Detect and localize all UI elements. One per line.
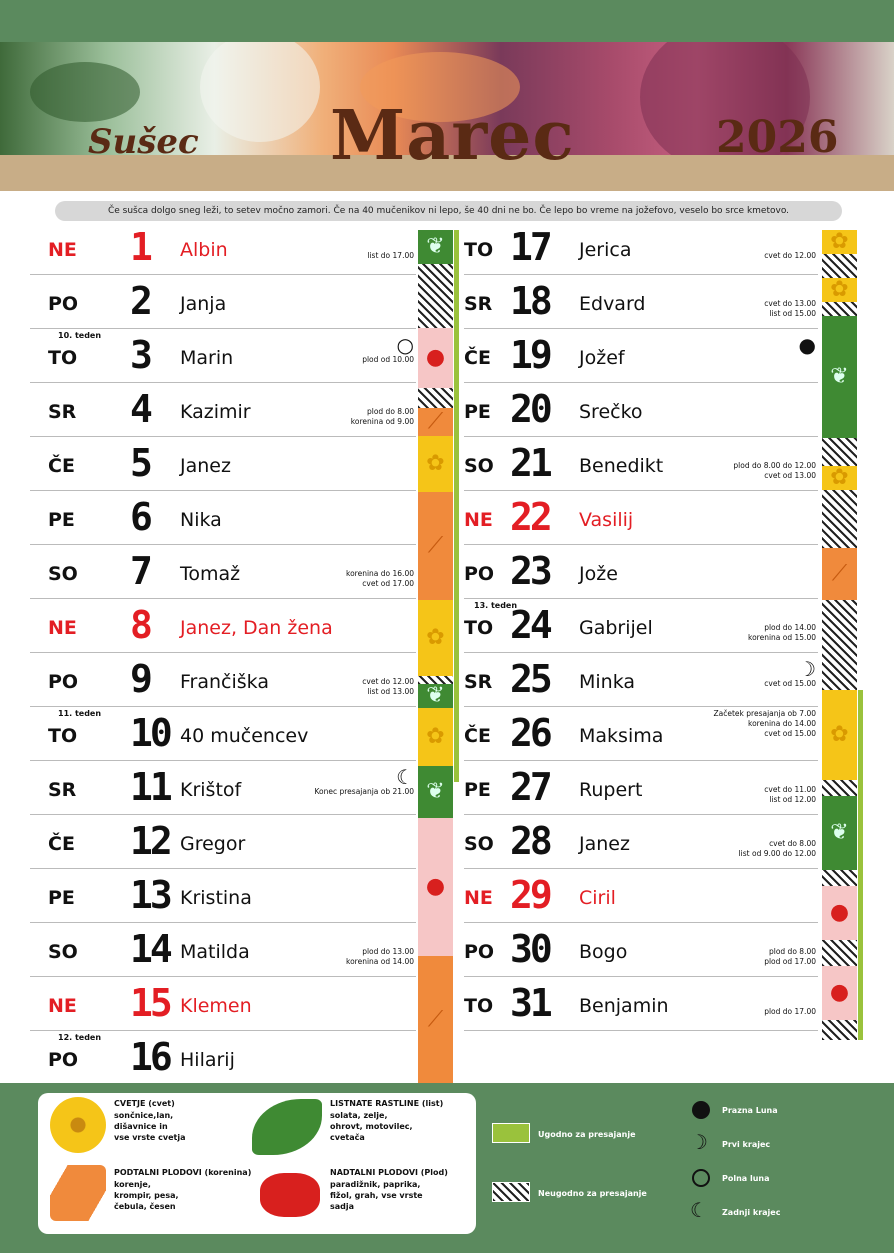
name-day: Minka (579, 671, 636, 693)
planting-time: list od 9.00 do 12.00 (738, 849, 816, 858)
planting-strip (418, 492, 453, 600)
day-row (464, 707, 818, 761)
planting-strip (418, 388, 453, 408)
day-row (30, 923, 416, 977)
week-number: 11. teden (58, 709, 102, 718)
weekday: PE (48, 887, 75, 909)
root-legend-desc-3: čebula, česen (114, 1202, 176, 1211)
pepper-icon: ● (425, 345, 446, 370)
leaf-icon: ❦ (830, 364, 849, 389)
day-row (464, 599, 818, 653)
bad-swatch (492, 1182, 530, 1202)
planting-strip (418, 408, 453, 436)
full-moon-icon: ○ (396, 333, 414, 357)
sunflower-icon: ✿ (426, 724, 445, 749)
weekday: PE (464, 779, 491, 801)
first-quarter-icon: ☽ (690, 1130, 708, 1154)
planting-time: cvet od 17.00 (362, 579, 414, 588)
weekday: NE (464, 509, 493, 531)
flower-legend-desc-3: vse vrste cvetja (114, 1133, 186, 1142)
pepper-icon: ● (829, 900, 850, 925)
planting-strip (418, 600, 453, 676)
day-number: 24 (510, 603, 550, 647)
day-number: 10 (130, 711, 170, 755)
day-row (30, 815, 416, 869)
day-number: 9 (130, 657, 150, 701)
good-transplant-bar (858, 690, 863, 1040)
day-row (30, 437, 416, 491)
planting-strip (822, 316, 857, 438)
day-number: 22 (510, 495, 550, 539)
name-day: Rupert (579, 779, 643, 801)
carrot-icon: ⟋ (427, 533, 444, 558)
name-day: Vasilij (579, 509, 634, 531)
day-row (30, 761, 416, 815)
planting-time: korenina do 14.00 (748, 719, 816, 728)
planting-time: plod do 8.00 (768, 947, 816, 956)
name-day: Gregor (180, 833, 246, 855)
planting-strip (822, 940, 857, 966)
day-row (464, 923, 818, 977)
day-number: 25 (510, 657, 550, 701)
leaf-legend-desc-3: cvetača (330, 1133, 365, 1142)
weekday: TO (464, 995, 494, 1017)
last-quarter-icon: ☾ (690, 1198, 708, 1222)
week-number: 12. teden (58, 1033, 102, 1042)
day-number: 14 (130, 927, 170, 971)
name-day: Benjamin (579, 995, 669, 1017)
weekday: ČE (464, 725, 491, 747)
day-number: 11 (130, 765, 170, 809)
pepper-legend-icon (260, 1173, 320, 1217)
day-number: 6 (130, 495, 150, 539)
planting-time: korenina od 9.00 (350, 417, 414, 426)
flower-legend-icon (50, 1097, 106, 1153)
leaf-icon: ❦ (830, 820, 849, 845)
name-day: Jože (579, 563, 618, 585)
name-day: Jožef (579, 347, 625, 369)
weekday: ČE (48, 833, 75, 855)
day-number: 13 (130, 873, 170, 917)
day-number: 12 (130, 819, 170, 863)
planting-time: list od 15.00 (769, 309, 816, 318)
day-row (30, 491, 416, 545)
day-number: 7 (130, 549, 150, 593)
planting-time: list od 12.00 (769, 795, 816, 804)
planting-strip (418, 230, 453, 264)
planting-strip (822, 254, 857, 278)
day-number: 31 (510, 981, 550, 1025)
planting-strip (418, 956, 453, 1084)
name-day: Bogo (579, 941, 628, 963)
planting-strip (822, 966, 857, 1020)
day-row (30, 707, 416, 761)
planting-time: plod od 10.00 (362, 355, 414, 364)
name-day: Srečko (579, 401, 643, 423)
day-number: 28 (510, 819, 550, 863)
planting-strip (822, 796, 857, 870)
name-day: Matilda (180, 941, 250, 963)
weekday: ČE (48, 455, 75, 477)
planting-time: cvet do 11.00 (764, 785, 816, 794)
planting-strip (822, 690, 857, 780)
name-day: Ciril (579, 887, 616, 909)
weekday: NE (48, 239, 77, 261)
name-day: Edvard (579, 293, 646, 315)
name-day: Albin (180, 239, 228, 261)
day-row (30, 329, 416, 383)
weekday: PO (464, 941, 495, 963)
planting-strip (418, 684, 453, 708)
week-number: 13. teden (474, 601, 518, 610)
planting-time: cvet do 12.00 (764, 251, 816, 260)
leaf-icon: ❦ (426, 683, 445, 708)
day-number: 26 (510, 711, 550, 755)
weekday: PO (464, 563, 495, 585)
name-day: Kristina (180, 887, 252, 909)
planting-strip (418, 818, 453, 956)
name-day: Krištof (180, 779, 242, 801)
sunflower-icon: ✿ (426, 625, 445, 650)
planting-time: list do 17.00 (367, 251, 414, 260)
day-number: 29 (510, 873, 550, 917)
planting-time: list od 13.00 (367, 687, 414, 696)
carrot-icon: ⟋ (427, 409, 444, 434)
leaf-legend-desc-2: ohrovt, motovilec, (330, 1122, 413, 1131)
sunflower-icon: ✿ (830, 277, 849, 302)
weekday: SO (464, 833, 494, 855)
fruit-legend-title: NADTALNI PLODOVI (Plod) (330, 1168, 448, 1177)
planting-time: cvet od 13.00 (764, 471, 816, 480)
weekday: NE (48, 995, 77, 1017)
planting-strip (418, 328, 453, 388)
planting-time: cvet od 15.00 (764, 679, 816, 688)
day-number: 21 (510, 441, 550, 485)
fruit-legend-desc-1: paradižnik, paprika, (330, 1180, 421, 1189)
planting-strip (822, 466, 857, 490)
planting-time: korenina od 14.00 (346, 957, 414, 966)
day-row (30, 383, 416, 437)
weekday: NE (464, 887, 493, 909)
planting-strip (418, 708, 453, 766)
root-legend-desc-2: krompir, pesa, (114, 1191, 179, 1200)
sunflower-icon: ✿ (830, 465, 849, 490)
weekday: TO (48, 725, 78, 747)
weekday: TO (464, 617, 494, 639)
carrot-icon: ⟋ (831, 561, 848, 586)
planting-strip (822, 230, 857, 254)
planting-strip (418, 766, 453, 818)
sunflower-icon: ✿ (830, 229, 849, 254)
weekday: SO (48, 941, 78, 963)
day-row (464, 437, 818, 491)
carrot-legend-icon (50, 1165, 106, 1221)
planting-time: plod do 17.00 (764, 1007, 816, 1016)
day-row (464, 977, 818, 1031)
day-row (30, 977, 416, 1031)
planting-time: plod od 17.00 (764, 957, 816, 966)
leaf-icon: ❦ (426, 234, 445, 259)
new-moon-icon (692, 1101, 710, 1119)
legend-box (38, 1093, 476, 1234)
planting-strip (822, 438, 857, 466)
weekday: SR (48, 401, 77, 423)
name-day: Nika (180, 509, 222, 531)
flower-legend-desc-1: sončnice,lan, (114, 1111, 174, 1120)
top-band (0, 0, 894, 42)
weekday: PE (464, 401, 491, 423)
first-quarter-label: Prvi krajec (722, 1140, 771, 1149)
planting-strip (822, 1020, 857, 1040)
planting-strip (822, 886, 857, 940)
weekday: PO (48, 1049, 79, 1071)
day-row (464, 491, 818, 545)
day-number: 1 (130, 225, 150, 269)
name-day: Frančiška (180, 671, 269, 693)
day-row (464, 815, 818, 869)
day-number: 20 (510, 387, 550, 431)
first-quarter-icon: ☽ (798, 657, 816, 681)
day-row (30, 275, 416, 329)
name-day: Kazimir (180, 401, 251, 423)
weekday: NE (48, 617, 77, 639)
year-title: 2026 (716, 112, 839, 163)
weather-proverb: Če sušca dolgo sneg leži, to setev močno zamori. Če na 40 mučenikov ni lepo, še 40 dni ne bo. Če lepo bo vreme na jožefovo, veselo bo srce kmetovo. (55, 201, 842, 221)
planting-strip (822, 278, 857, 302)
day-number: 27 (510, 765, 550, 809)
new-moon-label: Prazna Luna (722, 1106, 778, 1115)
name-day: Janja (180, 293, 227, 315)
good-swatch (492, 1123, 530, 1143)
planting-time: korenina do 16.00 (346, 569, 414, 578)
day-number: 3 (130, 333, 150, 377)
day-row (464, 761, 818, 815)
weekday: PO (48, 293, 79, 315)
day-number: 4 (130, 387, 150, 431)
name-day: Janez (180, 455, 231, 477)
planting-strip (822, 490, 857, 548)
root-legend-desc-1: korenje, (114, 1180, 151, 1189)
day-row (464, 545, 818, 599)
pepper-icon: ● (829, 980, 850, 1005)
good-label: Ugodno za presajanje (538, 1130, 636, 1139)
planting-time: cvet do 12.00 (362, 677, 414, 686)
full-moon-icon (692, 1169, 710, 1187)
day-row (30, 599, 416, 653)
day-row (30, 545, 416, 599)
day-number: 18 (510, 279, 550, 323)
week-number: 10. teden (58, 331, 102, 340)
weekday: SR (464, 293, 493, 315)
name-day: Hilarij (180, 1049, 235, 1071)
planting-time: Konec presajanja ob 21.00 (314, 787, 414, 796)
pepper-icon: ● (425, 874, 446, 899)
day-row (464, 329, 818, 383)
day-number: 16 (130, 1035, 170, 1079)
day-row (464, 653, 818, 707)
planting-time: korenina od 15.00 (748, 633, 816, 642)
day-number: 2 (130, 279, 150, 323)
name-day: Janez (579, 833, 630, 855)
bad-label: Neugodno za presajanje (538, 1189, 647, 1198)
name-day: Marin (180, 347, 234, 369)
planting-strip (822, 548, 857, 600)
weekday: SR (464, 671, 493, 693)
planting-strip (822, 600, 857, 690)
month-title: Marec (330, 96, 575, 176)
day-row (30, 869, 416, 923)
day-row (30, 653, 416, 707)
weekday: PE (48, 509, 75, 531)
fruit-legend-desc-2: fižol, grah, vse vrste (330, 1191, 423, 1200)
planting-strip (418, 436, 453, 492)
planting-time: cvet od 15.00 (764, 729, 816, 738)
name-day: Klemen (180, 995, 252, 1017)
full-moon-label: Polna luna (722, 1174, 770, 1183)
leaf-legend-desc-1: solata, zelje, (330, 1111, 388, 1120)
name-day: Gabrijel (579, 617, 653, 639)
leaf-legend-icon (252, 1099, 322, 1155)
day-number: 5 (130, 441, 150, 485)
fruit-legend-desc-3: sadja (330, 1202, 355, 1211)
weekday: SO (48, 563, 78, 585)
planting-time: cvet do 8.00 (769, 839, 816, 848)
planting-time: Začetek presajanja ob 7.00 (713, 709, 816, 718)
name-day: Benedikt (579, 455, 664, 477)
planting-time: plod do 14.00 (764, 623, 816, 632)
carrot-icon: ⟋ (427, 1007, 444, 1032)
name-day: Tomaž (180, 563, 241, 585)
day-row (464, 383, 818, 437)
day-number: 23 (510, 549, 550, 593)
weekday: TO (48, 347, 78, 369)
planting-time: plod do 13.00 (362, 947, 414, 956)
planting-time: plod do 8.00 (366, 407, 414, 416)
day-number: 19 (510, 333, 550, 377)
root-legend-title: PODTALNI PLODOVI (korenina) (114, 1168, 252, 1177)
last-quarter-icon: ☾ (396, 765, 414, 789)
sunflower-icon: ✿ (830, 722, 849, 747)
planting-strip (822, 870, 857, 886)
leaf-icon: ❦ (426, 779, 445, 804)
weekday: TO (464, 239, 494, 261)
planting-strip (418, 264, 453, 328)
planting-strip (822, 302, 857, 316)
name-day: 40 mučencev (180, 725, 309, 747)
weekday: ČE (464, 347, 491, 369)
month-old-name: Sušec (88, 122, 199, 162)
day-row (464, 869, 818, 923)
last-quarter-label: Zadnji krajec (722, 1208, 781, 1217)
flower-legend-desc-2: dišavnice in (114, 1122, 168, 1131)
planting-time: plod do 8.00 do 12.00 (733, 461, 816, 470)
weekday: SR (48, 779, 77, 801)
flower-legend-title: CVETJE (cvet) (114, 1099, 175, 1108)
leaf-legend-title: LISTNATE RASTLINE (list) (330, 1099, 444, 1108)
name-day: Jerica (579, 239, 632, 261)
weekday: SO (464, 455, 494, 477)
sunflower-icon: ✿ (426, 451, 445, 476)
planting-strip (822, 780, 857, 796)
good-transplant-bar (454, 230, 459, 782)
day-row (464, 275, 818, 329)
day-number: 15 (130, 981, 170, 1025)
day-row (30, 1031, 416, 1085)
day-row (30, 221, 416, 275)
day-number: 30 (510, 927, 550, 971)
day-row (464, 221, 818, 275)
weekday: PO (48, 671, 79, 693)
name-day: Maksima (579, 725, 664, 747)
planting-time: cvet do 13.00 (764, 299, 816, 308)
name-day: Janez, Dan žena (180, 617, 333, 639)
day-number: 8 (130, 603, 150, 647)
day-number: 17 (510, 225, 550, 269)
new-moon-icon: ● (798, 333, 816, 357)
